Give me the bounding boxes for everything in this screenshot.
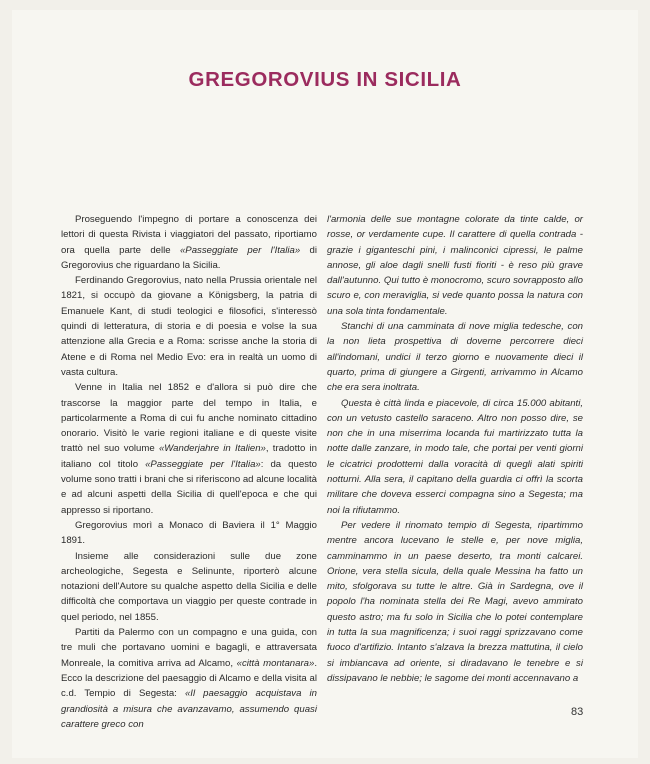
paragraph: Gregorovius morì a Monaco di Baviera il 1° Maggio 1891. [61, 519, 317, 547]
article-title: GREGOROVIUS IN SICILIA [188, 67, 462, 91]
paragraph: Insieme alle considerazioni sulle due zone archeologiche, Segesta e Selinunte, riporterò alcune notazioni dell'Autore su qualche aspetto della Sicilia e delle difficoltà che comportava un viaggio per queste contrade in quel periodo, nel 1855. [61, 550, 317, 623]
paragraph: Proseguendo l'impegno di portare a conoscenza dei lettori di questa Rivista i viaggiatori del passato, riportiamo ora quella parte delle «Passeggiate per l'Italia» di Gregorovius che riguardano la Sicilia. [61, 214, 317, 271]
paragraph: Venne in Italia nel 1852 e d'allora si può dire che trascorse la maggior parte del tempo in Italia, e particolarmente a Roma di cui fu anche nominato cittadino onorario. Visitò le varie regioni italiane e di queste visite trattò nel suo volume «Wanderjahre in Italien», tradotto in italiano col titolo «Passeggiate per l'Italia»: da questo volume sono tratti i brani che si riferiscono ad alcune località e ad alcuni aspetti della Sicilia di quell'epoca e che qui appresso si riportano. [61, 382, 317, 516]
paragraph: Ferdinando Gregorovius, nato nella Prussia orientale nel 1821, si occupò da giovane a Königsberg, la patria di Emanuele Kant, di studi teologici e filosofici, s'interessò quindi di letteratura, di storia e di poesia e volse la sua attenzione alla Grecia e a Roma: scrisse anche la storia di Atene e di Roma nel Medio Evo: era in realtà un uomo di vasta cultura. [61, 275, 317, 378]
right-column [327, 212, 583, 686]
left-column [61, 212, 317, 732]
page-number: 83 [571, 706, 584, 718]
paragraph: Per vedere il rinomato tempio di Segesta, ripartimmo mentre ancora lucevano le stelle e, per nove miglia, camminammo in un paese deserto, tra monti calcarei. Orione, vera stella sicula, della quale Messina ha fatto un mito, sfolgorava su tutte le altre. Già in Sardegna, ove il popolo l'ha nominata stella dei Re Magi, avevo ammirato questo astro; ma fu solo in Sicilia che lo potei contemplare in tutta la sua magnificenza; i suoi raggi sprizzavano come fuoco d'artifizio. Intanto s'alzava la brezza mattutina, il cielo si imbiancava ad oriente, si diradavano le tenebre e si dissipavano le nebbie; le sagome dei monti accennavano a [327, 519, 583, 684]
paragraph: l'armonia delle sue montagne colorate da tinte calde, or rosse, or verdamente cupe. Il carattere di quella contrada - grazie i giganteschi pini, i malinconici cipressi, le palme annose, gli aloe dagli snelli fusti fioriti - è reso più grave dall'autunno. Qui tutto è monocromo, scuro sovrapposto allo scuro e, con meraviglia, si vede quanto possa la natura con una sola tinta fondamentale. [327, 214, 583, 317]
paragraph: Stanchi di una camminata di nove miglia tedesche, con la non lieta prospettiva di doverne percorrere dieci all'indomani, undici il terzo giorno e nuovamente dieci il quarto, prima di giungere a Girgenti, arrivammo in Alcamo che era sera inoltrata. [327, 321, 583, 394]
paragraph: Partiti da Palermo con un compagno e una guida, con tre muli che portavano uomini e bagagli, e attraversata Monreale, la comitiva arriva ad Alcamo, «città montanara». Ecco la descrizione del paesaggio di Alcamo e della visita al c.d. Tempio di Segesta: «Il paesaggio acquistava in grandiosità a misura che avanzavamo, assumendo quasi carattere greco con [61, 627, 318, 730]
paragraph: Questa è città linda e piacevole, di circa 15.000 abitanti, con un vetusto castello saraceno. Altro non posso dire, se non che in una miserrima locanda fui martirizzato tutta la notte dalle zanzare, in modo tale, che portai per venti giorni le cicatrici prodottemi dalla voracità di quegli alati spiriti notturni. Alla sera, il capitano della guardia ci offrì la scorta militare che doveva esserci compagna sino a Segesta; ma noi la rifiutammo. [327, 397, 583, 516]
